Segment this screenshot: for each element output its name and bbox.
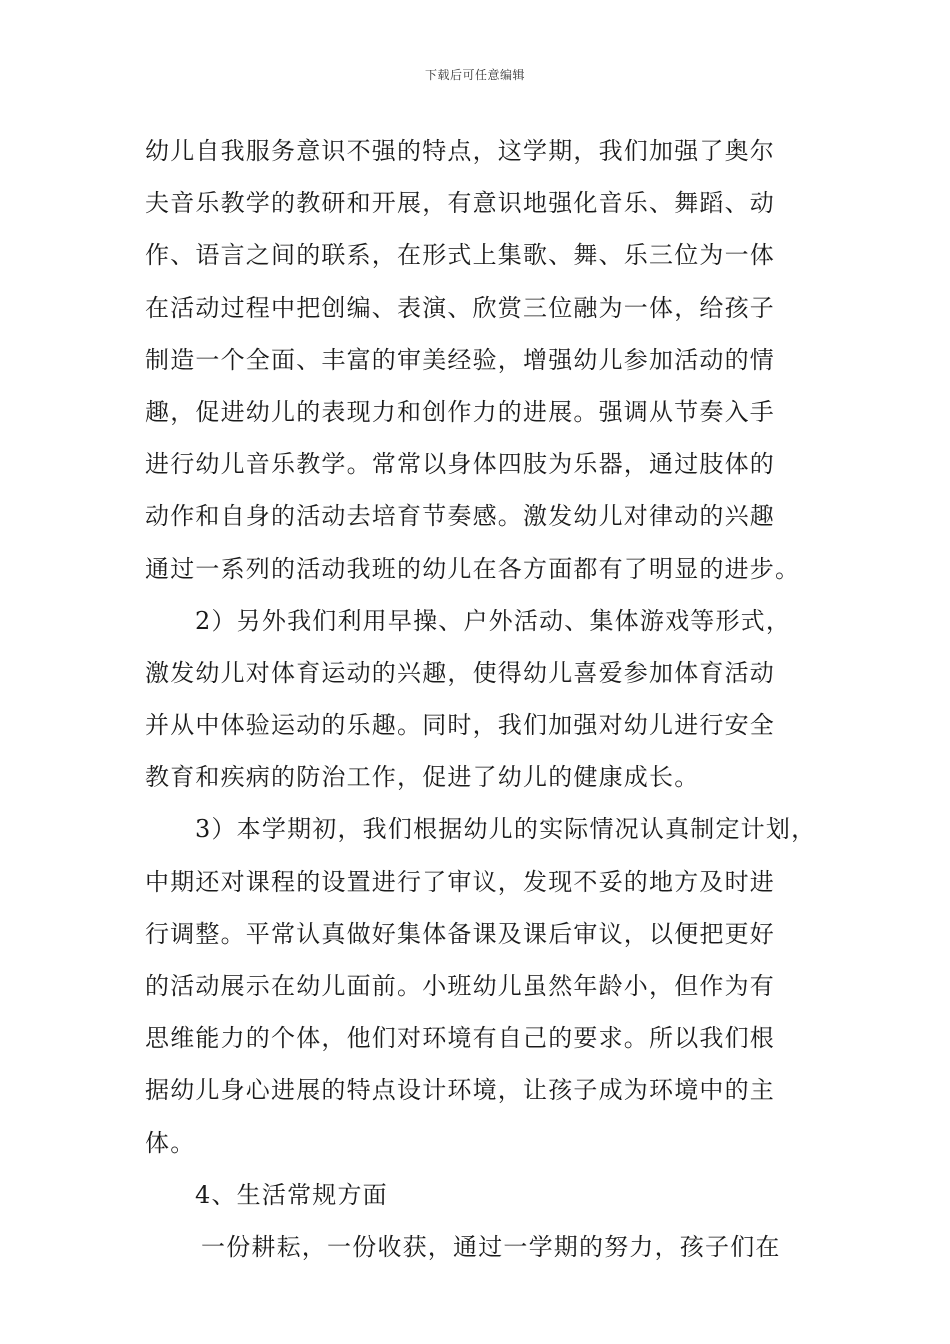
paragraph-start-line: 2）另外我们利用早操、户外活动、集体游戏等形式， xyxy=(195,606,792,635)
document-body xyxy=(145,125,815,1273)
text-line: 动作和自身的活动去培育节奏感。激发幼儿对律动的兴趣 xyxy=(145,502,775,531)
text-line: 的活动展示在幼儿面前。小班幼儿虽然年龄小，但作为有 xyxy=(145,972,775,1000)
text-line: 作、语言之间的联系，在形式上集歌、舞、乐三位为一体 xyxy=(145,241,775,270)
text-line: 激发幼儿对体育运动的兴趣，使得幼儿喜爱参加体育活动 xyxy=(145,658,775,687)
text-line: 体。 xyxy=(145,1128,196,1157)
text-line: 制造一个全面、丰富的审美经验，增强幼儿参加活动的情 xyxy=(145,345,775,374)
text-line: 在活动过程中把创编、表演、欣赏三位融为一体，给孩子 xyxy=(145,293,775,322)
paragraph-start-line: 一份耕耘，一份收获，通过一学期的努力，孩子们在 xyxy=(201,1232,781,1261)
text-line: 进行幼儿音乐教学。常常以身体四肢为乐器，通过肢体的 xyxy=(145,450,775,479)
text-line: 思维能力的个体，他们对环境有自己的要求。所以我们根 xyxy=(145,1024,775,1053)
text-line: 并从中体验运动的乐趣。同时，我们加强对幼儿进行安全 xyxy=(145,711,775,740)
section-heading: 4、生活常规方面 xyxy=(195,1180,388,1209)
text-line: 据幼儿身心进展的特点设计环境，让孩子成为环境中的主 xyxy=(145,1076,775,1105)
text-line: 教育和疾病的防治工作，促进了幼儿的健康成长。 xyxy=(145,763,700,792)
text-line: 幼儿自我服务意识不强的特点，这学期，我们加强了奥尔 xyxy=(145,137,775,165)
page-header-note: 下载后可任意编辑 xyxy=(424,68,525,82)
paragraph-start-line: 3）本学期初，我们根据幼儿的实际情况认真制定计划， xyxy=(195,815,817,844)
text-line: 中期还对课程的设置进行了审议，发现不妥的地方及时进 xyxy=(145,867,775,896)
text-line: 夫音乐教学的教研和开展，有意识地强化音乐、舞蹈、动 xyxy=(145,189,775,218)
text-line: 趣，促进幼儿的表现力和创作力的进展。强调从节奏入手 xyxy=(145,397,775,426)
text-line: 通过一系列的活动我班的幼儿在各方面都有了明显的进步。 xyxy=(145,554,801,583)
text-line: 行调整。平常认真做好集体备课及课后审议，以便把更好 xyxy=(145,919,775,948)
